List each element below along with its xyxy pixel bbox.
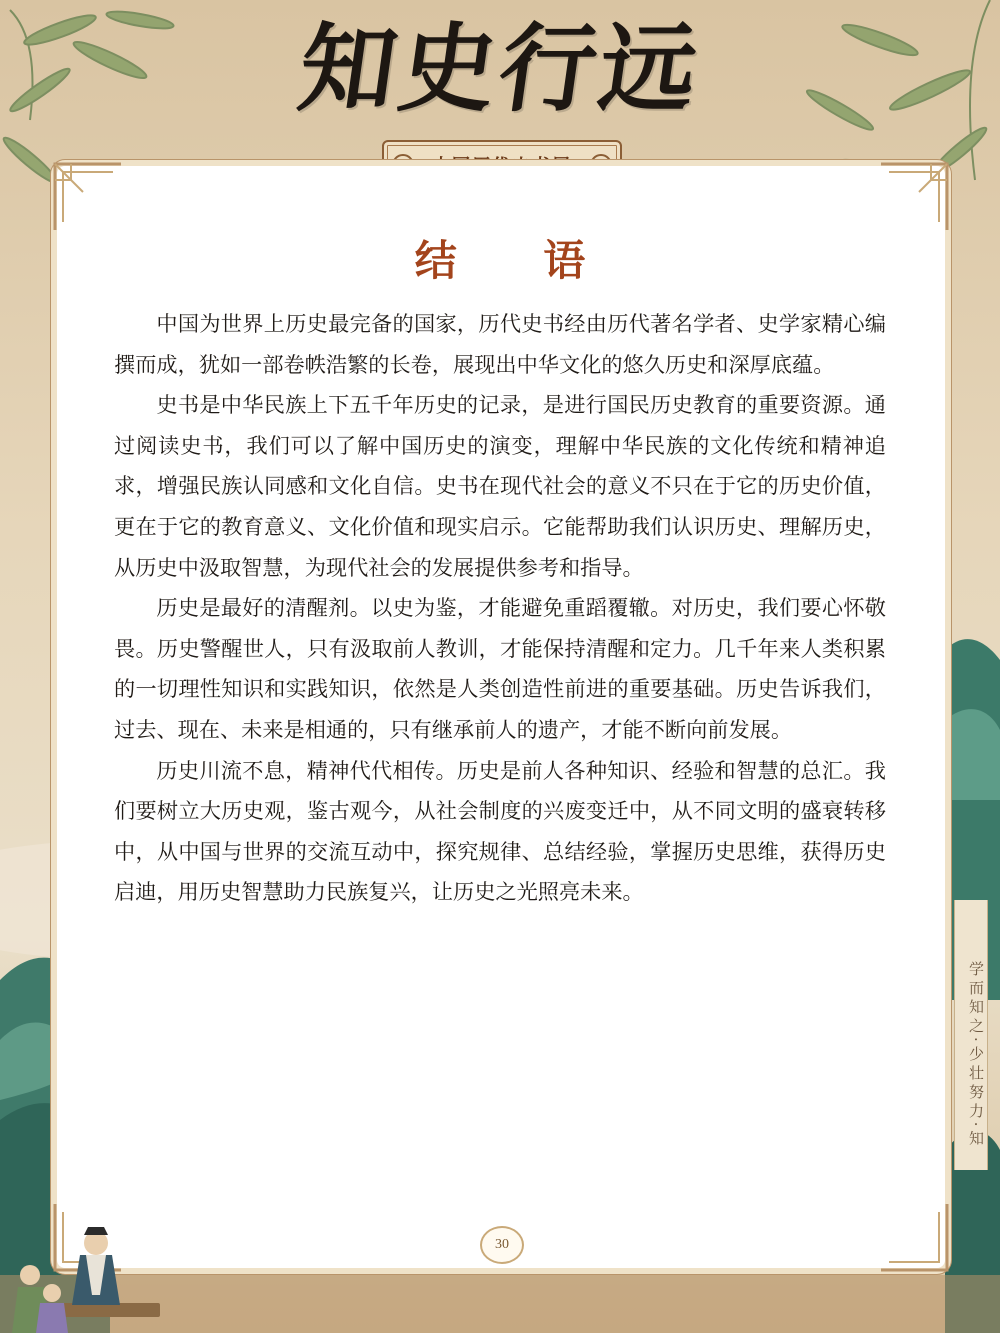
header [0,0,1000,190]
paragraph-3: 历史是最好的清醒剂。以史为鉴，才能避免重蹈覆辙。对历史，我们要心怀敬畏。历史警醒世人，只有汲取前人教训，才能保持清醒和定力。几千年来人类积累的一切理性知识和实践知识，依然是人类创造性前进的重要基础。历史告诉我们，过去、现在、未来是相通的，只有继承前人的遗产，才能不断向前发展。 [114,595,886,742]
section-heading: 结 语 [414,236,622,285]
side-calligraphy-strip: 学而知之·少壮努力·知 [954,900,988,1170]
paragraph-4: 历史川流不息，精神代代相传。历史是前人各种知识、经验和智慧的总汇。我们要树立大历史观，鉴古观今，从社会制度的兴废变迁中，从不同文明的盛衰转移中，从中国与世界的交流互动中，探究规律、总结经验，掌握历史思维，获得历史启迪，用历史智慧助力民族复兴，让历史之光照亮未来。 [114,757,886,905]
paragraph-1: 中国为世界上历史最完备的国家，历代史书经由历代著名学者、史学家精心编撰而成，犹如一部卷帙浩繁的长卷，展现出中华文化的悠久历史和深厚底蕴。 [114,311,886,377]
corner-lattice-icon [879,162,949,232]
article-body [114,304,886,913]
scholars-illustration [0,1215,180,1333]
page-number: 30 [480,1226,524,1264]
corner-lattice-icon [53,162,123,232]
exhibition-title: 知史行远 [292,12,709,125]
corner-lattice-icon [879,1202,949,1272]
paragraph-2: 史书是中华民族上下五千年历史的记录，是进行国民历史教育的重要资源。通过阅读史书，我们可以了解中国历史的演变，理解中华民族的文化传统和精神追求，增强民族认同感和文化自信。史书在现代社会的意义不只在于它的历史价值，更在于它的教育意义、文化价值和现实启示。它能帮助我们认识历史、理解历史，从历史中汲取智慧，为现代社会的发展提供参考和指导。 [114,392,886,580]
